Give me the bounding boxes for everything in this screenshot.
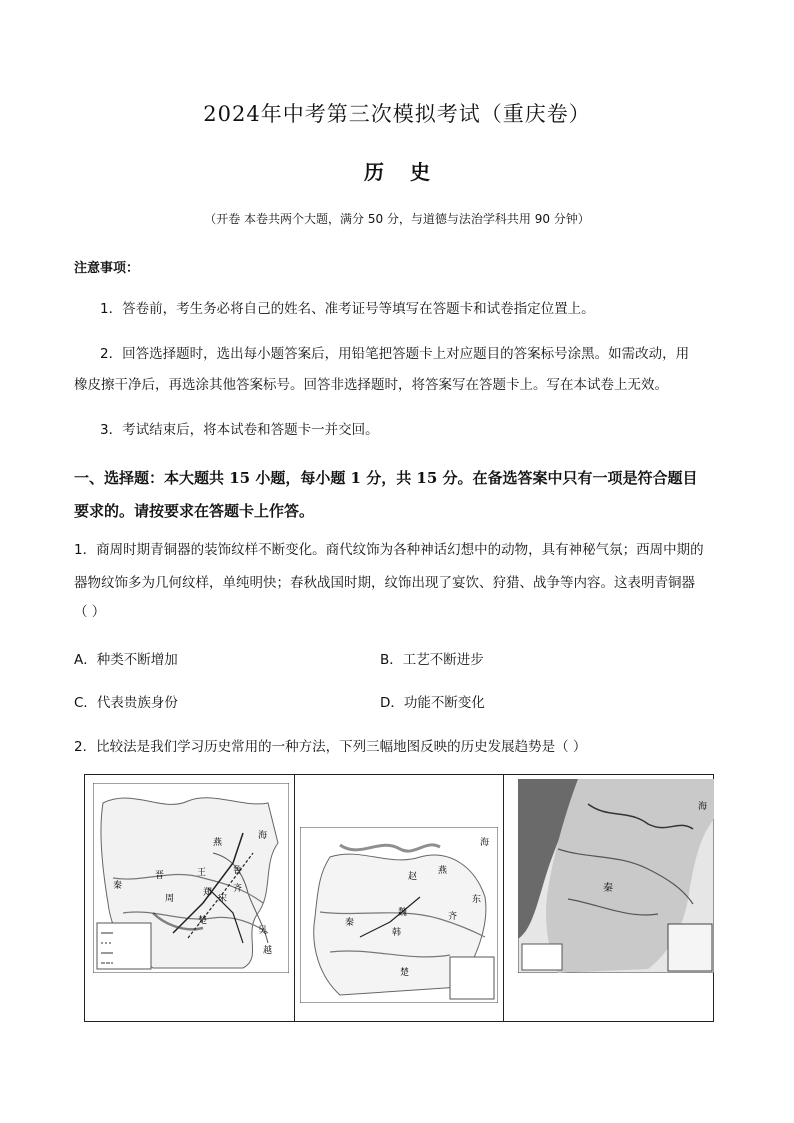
- exam-subtitle: （开卷 本卷共两个大题，满分 50 分，与道德与法治学科共用 90 分钟）: [204, 212, 590, 226]
- map-qin-unification-image: [518, 779, 714, 973]
- map1-label-chu: 楚: [198, 916, 208, 926]
- map-warring-states-image: [300, 827, 498, 1003]
- notice-item-2: 2．回答选择题时，选出每小题答案后，用铅笔把答题卡上对应题目的答案标号涂黑。如需改动，用: [100, 346, 690, 362]
- section-heading-line1: 一、选择题：本大题共 15 小题，每小题 1 分，共 15 分。在备选答案中只有一项是符合题目: [74, 469, 698, 487]
- map2-label-sea: 海: [479, 838, 489, 848]
- map2-label-yan: 燕: [437, 866, 447, 876]
- map1-label-lu: 鲁: [233, 866, 243, 876]
- notice-item-2-cont: 橡皮擦干净后，再选涂其他答案标号。回答非选择题时，将答案写在答题卡上。写在本试卷上无效。: [74, 377, 668, 393]
- notice-item-1: 1．答卷前，考生务必将自己的姓名、准考证号等填写在答题卡和试卷指定位置上。: [100, 301, 595, 317]
- map1-label-wu: 吴: [258, 926, 268, 936]
- map-warring-states: [295, 775, 505, 1021]
- map1-label-yan: 燕: [213, 838, 223, 848]
- question-1-line2: 器物纹饰多为几何纹样，单纯明快；春秋战国时期，纹饰出现了宴饮、狩猎、战争等内容。这表明青铜器: [74, 575, 695, 591]
- map1-label-zhou: 周: [165, 894, 175, 904]
- map-spring-autumn-image: [93, 783, 289, 973]
- map3-label-qin: 秦: [603, 883, 614, 894]
- map2-label-wei: 魏: [397, 908, 407, 918]
- map-figure-group: [84, 774, 714, 1022]
- map1-label-jin: 晋: [155, 871, 165, 881]
- map1-label-song: 宋: [218, 894, 228, 904]
- section-heading-line2: 要求的。请按要求在答题卡上作答。: [74, 502, 315, 520]
- q1-option-c: C．代表贵族身份: [74, 695, 178, 711]
- notice-heading: 注意事项：: [74, 261, 140, 276]
- question-1-blank: （ ）: [74, 604, 106, 620]
- map1-label-qin: 秦: [113, 881, 123, 891]
- map3-label-sea: 海: [698, 802, 708, 812]
- map2-label-qin: 秦: [344, 918, 354, 928]
- map2-label-han: 韩: [391, 928, 401, 938]
- map2-label-east: 东: [471, 895, 481, 905]
- question-1-line1: 1．商周时期青铜器的装饰纹样不断变化。商代纹饰为各种神话幻想中的动物，具有神秘气氛；西周中期的: [74, 542, 704, 558]
- map2-label-qi: 齐: [447, 912, 457, 922]
- section-heading: [74, 462, 734, 528]
- map1-label-yue: 越: [263, 946, 273, 956]
- map-spring-autumn: [85, 775, 295, 1021]
- exam-title: 2024年中考第三次模拟考试（重庆卷）: [203, 102, 591, 126]
- q1-option-b: B．工艺不断进步: [380, 652, 484, 668]
- notice-item-3: 3．考试结束后，将本试卷和答题卡一并交回。: [100, 422, 379, 438]
- question-2-line1: 2．比较法是我们学习历史常用的一种方法，下列三幅地图反映的历史发展趋势是（ ）: [74, 739, 587, 755]
- map1-label-zheng: 郑: [203, 888, 213, 898]
- subject-heading: 历史: [364, 160, 456, 184]
- map2-label-chu: 楚: [399, 968, 409, 978]
- q1-option-d: D．功能不断变化: [380, 695, 485, 711]
- map-qin-unification: [504, 775, 713, 1021]
- map2-label-zhao: 赵: [407, 872, 417, 882]
- map1-label-wang: 王: [197, 868, 207, 878]
- map1-label-qi: 齐: [233, 884, 243, 894]
- q1-option-a: A．种类不断增加: [74, 652, 178, 668]
- map1-label-sea: 海: [258, 831, 268, 841]
